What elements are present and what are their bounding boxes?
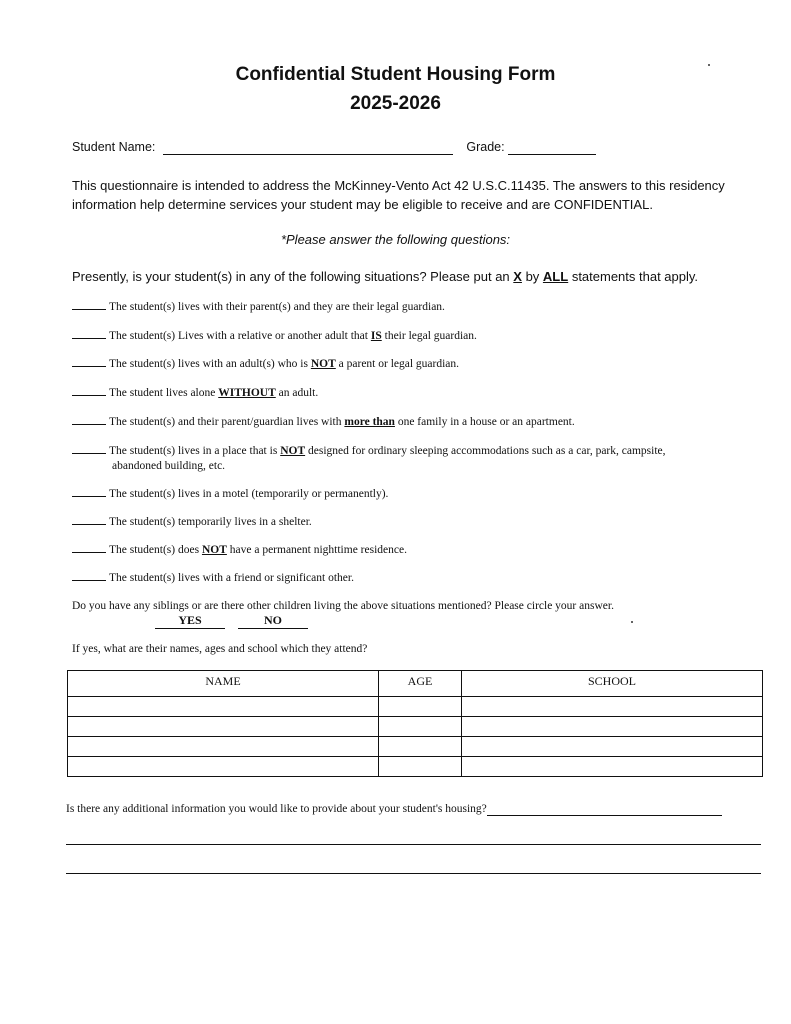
- school-cell[interactable]: [462, 717, 763, 737]
- grade-label: Grade:: [466, 140, 505, 154]
- situations-prompt: [72, 269, 772, 284]
- intro-paragraph: This questionnaire is intended to address the McKinney-Vento Act 42 U.S.C.11435. The answers to this residency information help determine services your student may be eligible to receive and are CONFIDENTIAL.: [72, 178, 725, 212]
- statement-text: The student(s) and their parent/guardian lives with: [109, 416, 345, 428]
- additional-info-text: Is there any additional information you would like to provide about your student's housing?: [66, 803, 487, 815]
- statement-item: [72, 415, 752, 430]
- statement-text-end: one family in a house or an apartment.: [394, 416, 575, 428]
- yes-no-choice: [155, 613, 308, 629]
- age-column-header: AGE: [379, 671, 462, 697]
- additional-info-line[interactable]: [66, 844, 761, 845]
- statement-text-end: their legal guardian.: [381, 330, 477, 342]
- age-cell[interactable]: [379, 737, 462, 757]
- prompt-tail: statements that apply.: [568, 269, 699, 284]
- statement-text: The student(s) Lives with a relative or another adult that: [109, 330, 371, 342]
- age-cell[interactable]: [379, 757, 462, 777]
- statement-text-end: have a permanent nighttime residence.: [226, 544, 407, 556]
- statement-item: [72, 357, 752, 372]
- table-row: [68, 757, 763, 777]
- table-row: [68, 717, 763, 737]
- statement-emphasis: NOT: [201, 544, 227, 556]
- statement-checkbox-line[interactable]: [72, 395, 106, 396]
- prompt-x-mark: X: [513, 269, 522, 284]
- siblings-table: [67, 670, 763, 777]
- school-cell[interactable]: [462, 697, 763, 717]
- statement-checkbox-line[interactable]: [72, 338, 106, 339]
- prompt-by: by: [521, 269, 543, 284]
- statement-text: The student(s) lives with a friend or significant other.: [109, 572, 354, 584]
- table-row: [68, 697, 763, 717]
- additional-info-field[interactable]: [487, 803, 722, 816]
- statement-text: The student(s) lives with their parent(s) and they are their legal guardian.: [109, 301, 445, 313]
- prompt-all: ALL: [542, 269, 569, 284]
- grade-field[interactable]: [508, 140, 596, 155]
- statement-emphasis: NOT: [280, 445, 306, 457]
- statement-emphasis: more than: [344, 416, 395, 428]
- school-column-header: SCHOOL: [462, 671, 763, 697]
- statement-item: [72, 444, 752, 474]
- statement-checkbox-line[interactable]: [72, 309, 106, 310]
- student-name-field[interactable]: [163, 140, 453, 155]
- statement-text: The student(s) lives in a place that is: [109, 445, 281, 457]
- statement-checkbox-line[interactable]: [72, 580, 106, 581]
- statement-text-end: an adult.: [275, 387, 319, 399]
- statement-item: [72, 543, 752, 558]
- statement-text-end: designed for ordinary sleeping accommodations such as a car, park, campsite,: [305, 445, 666, 457]
- table-header-row: [68, 671, 763, 697]
- form-title: Confidential Student Housing Form: [235, 64, 556, 85]
- statement-checkbox-line[interactable]: [72, 453, 106, 454]
- siblings-followup: If yes, what are their names, ages and school which they attend?: [72, 643, 368, 655]
- scan-speck: [631, 621, 633, 623]
- school-cell[interactable]: [462, 737, 763, 757]
- school-cell[interactable]: [462, 757, 763, 777]
- name-cell[interactable]: [68, 717, 379, 737]
- name-cell[interactable]: [68, 737, 379, 757]
- additional-info-question: [66, 803, 722, 816]
- statement-item: [72, 300, 752, 315]
- statement-text: The student(s) does: [109, 544, 202, 556]
- statement-item: [72, 571, 752, 586]
- prompt-text: Presently, is your student(s) in any of the following situations? Please put an: [72, 269, 514, 284]
- statement-emphasis: NOT: [310, 358, 336, 370]
- statement-checkbox-line[interactable]: [72, 366, 106, 367]
- name-cell[interactable]: [68, 697, 379, 717]
- additional-info-line[interactable]: [66, 873, 761, 874]
- name-column-header: NAME: [68, 671, 379, 697]
- statement-checkbox-line[interactable]: [72, 552, 106, 553]
- age-cell[interactable]: [379, 697, 462, 717]
- no-option[interactable]: NO: [238, 613, 308, 629]
- siblings-question: Do you have any siblings or are there other children living the above situations mentioned? Please circle your answer.: [72, 600, 614, 612]
- student-name-label: Student Name:: [72, 140, 156, 154]
- statement-checkbox-line[interactable]: [72, 496, 106, 497]
- statement-text: The student(s) temporarily lives in a shelter.: [109, 516, 312, 528]
- statement-text-continued: abandoned building, etc.: [112, 460, 226, 472]
- statement-emphasis: WITHOUT: [218, 387, 276, 399]
- statement-text-end: a parent or legal guardian.: [335, 358, 460, 370]
- age-cell[interactable]: [379, 717, 462, 737]
- statement-item: [72, 386, 752, 401]
- statement-emphasis: IS: [370, 330, 382, 342]
- scan-speck: [708, 64, 710, 66]
- statement-text: The student(s) lives in a motel (temporarily or permanently).: [109, 488, 389, 500]
- statement-text: The student(s) lives with an adult(s) who is: [109, 358, 311, 370]
- table-row: [68, 737, 763, 757]
- statement-item: [72, 515, 752, 530]
- student-info-row: [72, 140, 596, 155]
- statement-text: The student lives alone: [109, 387, 219, 399]
- statement-item: [72, 487, 752, 502]
- statement-checkbox-line[interactable]: [72, 524, 106, 525]
- instruction-text: *Please answer the following questions:: [280, 232, 511, 247]
- form-year: 2025-2026: [350, 93, 441, 114]
- statement-item: [72, 329, 752, 344]
- name-cell[interactable]: [68, 757, 379, 777]
- statement-checkbox-line[interactable]: [72, 424, 106, 425]
- yes-option[interactable]: YES: [155, 613, 225, 629]
